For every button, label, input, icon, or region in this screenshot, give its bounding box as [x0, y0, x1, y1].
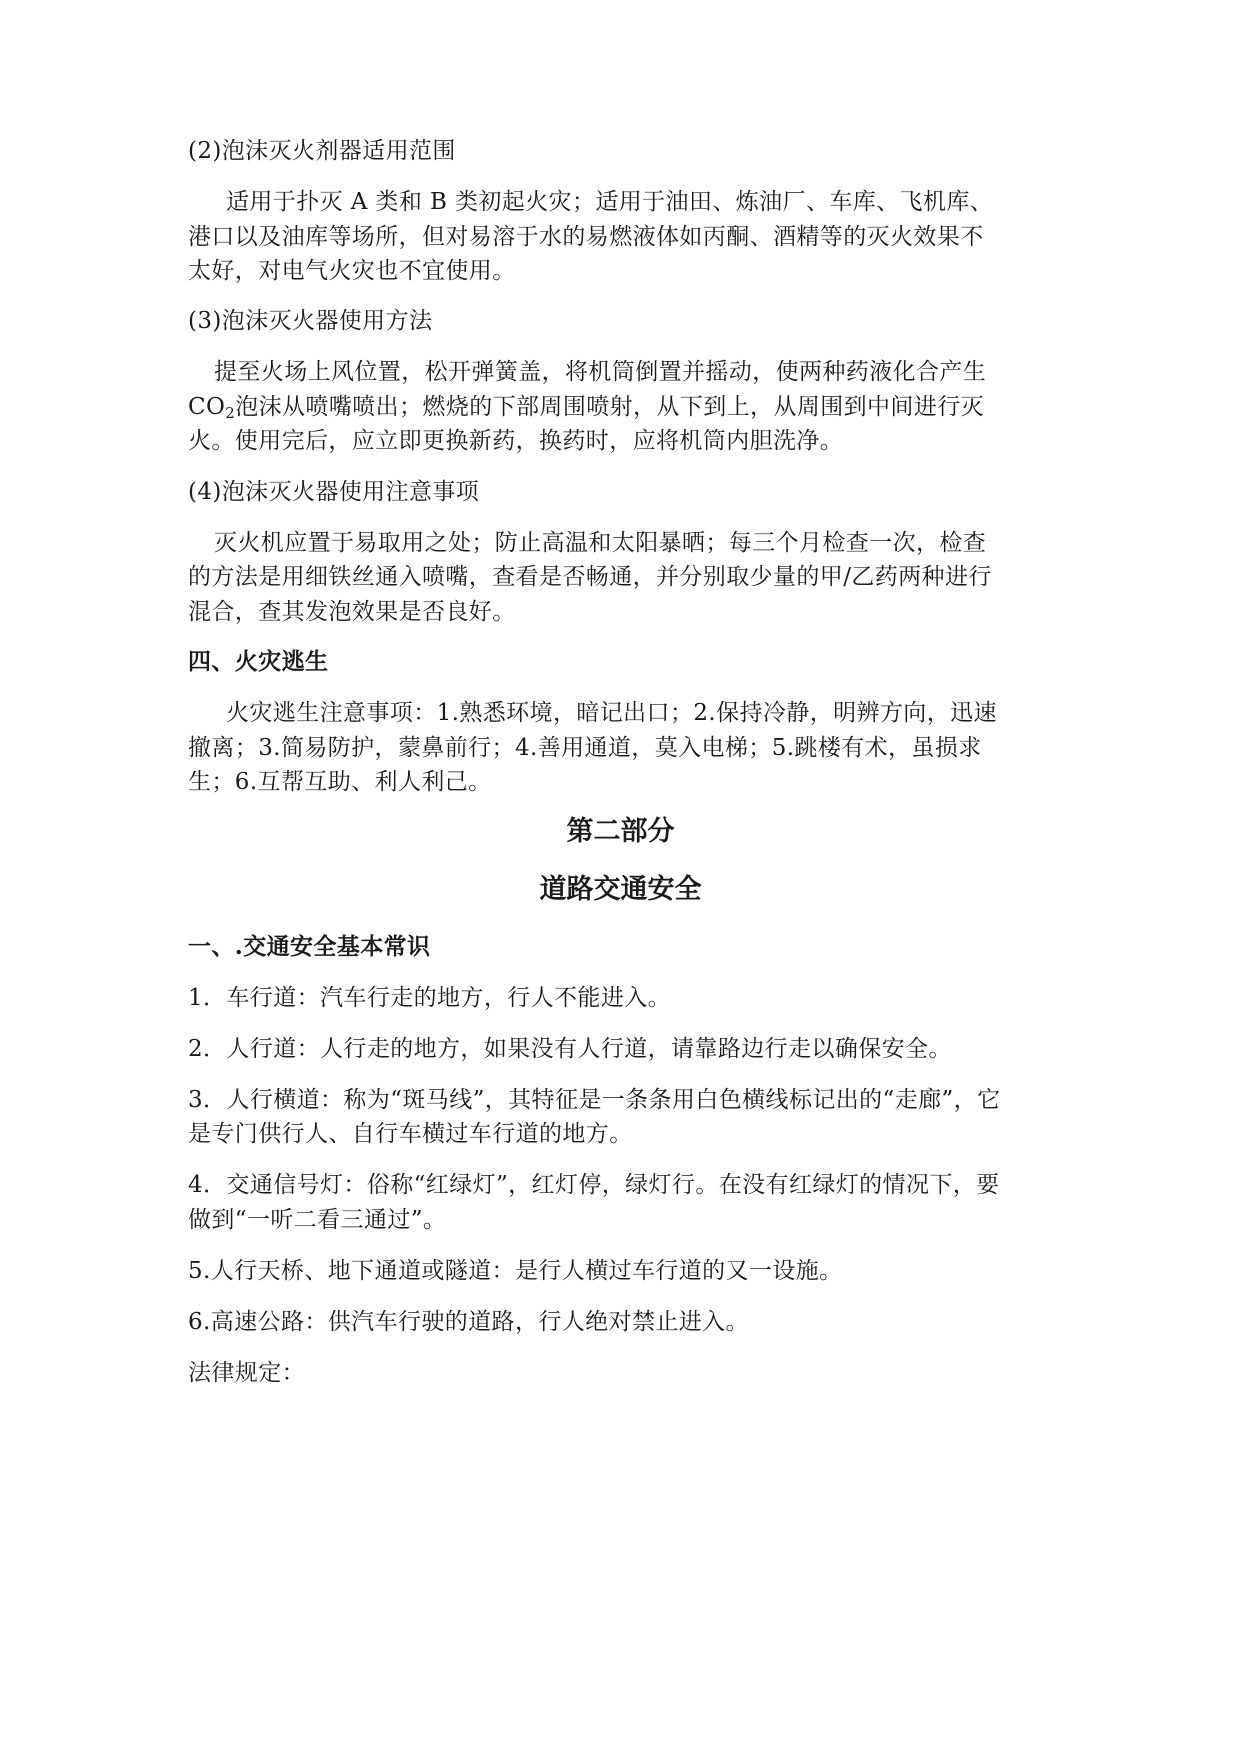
fire-escape-heading: 四、火灾逃生 [188, 648, 329, 675]
legal-provisions-label: 法律规定： [188, 1360, 305, 1386]
traffic-item-3-line-1: 3．人行横道：称为“斑马线”，其特征是一条条用白色横线标记出的“走廊”，它 [188, 1087, 1001, 1113]
foam-scope-heading: (2)泡沫灭火剂器适用范围 [188, 138, 456, 164]
co2-subscript: 2 [225, 404, 236, 422]
part-two-title: 第二部分 [566, 816, 675, 847]
foam-usage-line-2 [188, 392, 984, 422]
fire-escape-line-1: 火灾逃生注意事项：1.熟悉环境，暗记出口；2.保持冷静，明辨方向，迅速 [226, 700, 997, 726]
traffic-item-1: 1．车行道：汽车行走的地方，行人不能进入。 [188, 985, 672, 1011]
foam-notes-line-1: 灭火机应置于易取用之处；防止高温和太阳暴晒；每三个月检查一次，检查 [214, 530, 987, 556]
foam-usage-line-1: 提至火场上风位置，松开弹簧盖，将机筒倒置并摇动，使两种药液化合产生 [214, 359, 987, 385]
traffic-item-3-line-2: 是专门供行人、自行车横过车行道的地方。 [188, 1121, 633, 1147]
foam-notes-line-3: 混合，查其发泡效果是否良好。 [188, 599, 516, 625]
traffic-item-6: 6.高速公路：供汽车行驶的道路，行人绝对禁止进入。 [188, 1309, 749, 1335]
foam-scope-line-1: 适用于扑灭 A 类和 B 类初起火灾；适用于油田、炼油厂、车库、飞机库、 [226, 189, 994, 215]
traffic-item-5: 5.人行天桥、地下通道或隧道：是行人横过车行道的又一设施。 [188, 1258, 843, 1284]
foam-usage-heading: (3)泡沫灭火器使用方法 [188, 308, 433, 334]
foam-notes-line-2: 的方法是用细铁丝通入喷嘴，查看是否畅通，并分别取少量的甲/乙药两种进行 [188, 564, 992, 590]
fire-escape-line-3: 生；6.互帮互助、利人利己。 [188, 769, 492, 795]
foam-scope-line-3: 太好，对电气火灾也不宜使用。 [188, 258, 516, 284]
foam-usage-line-3: 火。使用完后，应立即更换新药，换药时，应将机筒内胆洗净。 [188, 428, 844, 454]
traffic-item-4-line-1: 4．交通信号灯：俗称“红绿灯”，红灯停，绿灯行。在没有红绿灯的情况下，要 [188, 1172, 1000, 1198]
foam-usage-line-2-text: 泡沫从喷嘴喷出；燃烧的下部周围喷射，从下到上，从周围到中间进行灭 [235, 394, 985, 420]
foam-scope-line-2: 港口以及油库等场所，但对易溶于水的易燃液体如丙酮、酒精等的灭火效果不 [188, 224, 984, 250]
co2-base: CO [188, 394, 226, 420]
part-two-subtitle: 道路交通安全 [539, 874, 702, 905]
fire-escape-line-2: 撤离；3.简易防护，蒙鼻前行；4.善用通道，莫入电梯；5.跳楼有术，虽损求 [188, 735, 982, 761]
co2-formula [188, 394, 235, 420]
foam-notes-heading: (4)泡沫灭火器使用注意事项 [188, 479, 480, 505]
traffic-item-4-line-2: 做到“一听二看三通过”。 [188, 1207, 447, 1233]
traffic-basics-heading: 一、.交通安全基本常识 [188, 933, 431, 960]
traffic-item-2: 2．人行道：人行走的地方，如果没有人行道，请靠路边行走以确保安全。 [188, 1036, 952, 1062]
